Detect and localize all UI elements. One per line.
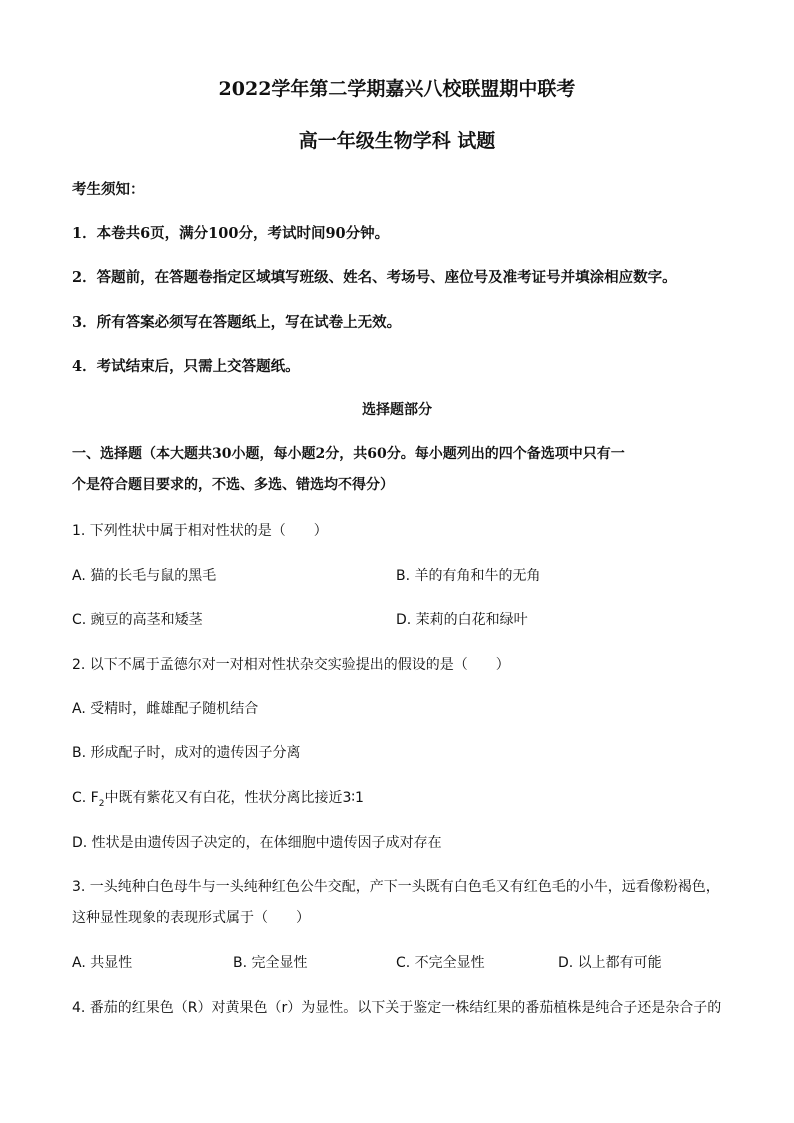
question-1-option-b: B. 羊的有角和牛的无角 — [396, 568, 541, 584]
notice-item-2: 2．答题前，在答题卷指定区域填写班级、姓名、考场号、座位号及准考证号并填涂相应数字。 — [72, 269, 677, 286]
notice-item-4: 4．考试结束后，只需上交答题纸。 — [72, 358, 300, 375]
option-c-subscript: 2 — [98, 798, 105, 809]
notice-item-1: 1．本卷共6页，满分100分，考试时间90分钟。 — [72, 225, 390, 242]
question-3-option-b: B. 完全显性 — [233, 955, 308, 971]
question-2-option-c — [72, 787, 364, 809]
question-2-option-a: A. 受精时，雌雄配子随机结合 — [72, 701, 259, 717]
question-2-stem: 2. 以下不属于孟德尔对一对相对性状杂交实验提出的假设的是（ ） — [72, 657, 510, 673]
option-c-rest: 中既有紫花又有白花，性状分离比接近3∶1 — [104, 790, 364, 806]
section-instructions-line2: 个是符合题目要求的，不选、多选、错选均不得分） — [72, 477, 394, 493]
question-1-option-d: D. 茉莉的白花和绿叶 — [396, 612, 528, 628]
question-3-option-c: C. 不完全显性 — [396, 955, 485, 971]
notice-item-3: 3．所有答案必须写在答题纸上，写在试卷上无效。 — [72, 314, 402, 331]
question-1-option-c: C. 豌豆的高茎和矮茎 — [72, 612, 203, 628]
section-instructions-line1: 一、选择题（本大题共30小题，每小题2分，共60分。每小题列出的四个备选项中只有一 — [72, 446, 625, 462]
question-2-option-d: D. 性状是由遗传因子决定的，在体细胞中遗传因子成对存在 — [72, 835, 442, 851]
question-1-stem: 1. 下列性状中属于相对性状的是（ ） — [72, 523, 328, 539]
notice-heading: 考生须知： — [72, 181, 145, 198]
exam-title: 2022学年第二学期嘉兴八校联盟期中联考 — [218, 78, 576, 100]
section-title: 选择题部分 — [362, 402, 432, 418]
question-3-option-d: D. 以上都有可能 — [558, 955, 662, 971]
question-2-option-b: B. 形成配子时，成对的遗传因子分离 — [72, 745, 301, 761]
question-3-option-a: A. 共显性 — [72, 955, 133, 971]
question-4-stem-line1: 4. 番茄的红果色（R）对黄果色（r）为显性。以下关于鉴定一株结红果的番茄植株是纯合子还是杂合子的 — [72, 1000, 722, 1016]
question-3-stem-line2: 这种显性现象的表现形式属于（ ） — [72, 910, 310, 926]
question-1-option-a: A. 猫的长毛与鼠的黑毛 — [72, 568, 217, 584]
exam-subtitle: 高一年级生物学科 试题 — [298, 130, 496, 152]
question-3-stem-line1: 3. 一头纯种白色母牛与一头纯种红色公牛交配，产下一头既有白色毛又有红色毛的小牛，远看像粉褐色， — [72, 879, 720, 895]
option-c-prefix: C. F — [72, 790, 99, 806]
